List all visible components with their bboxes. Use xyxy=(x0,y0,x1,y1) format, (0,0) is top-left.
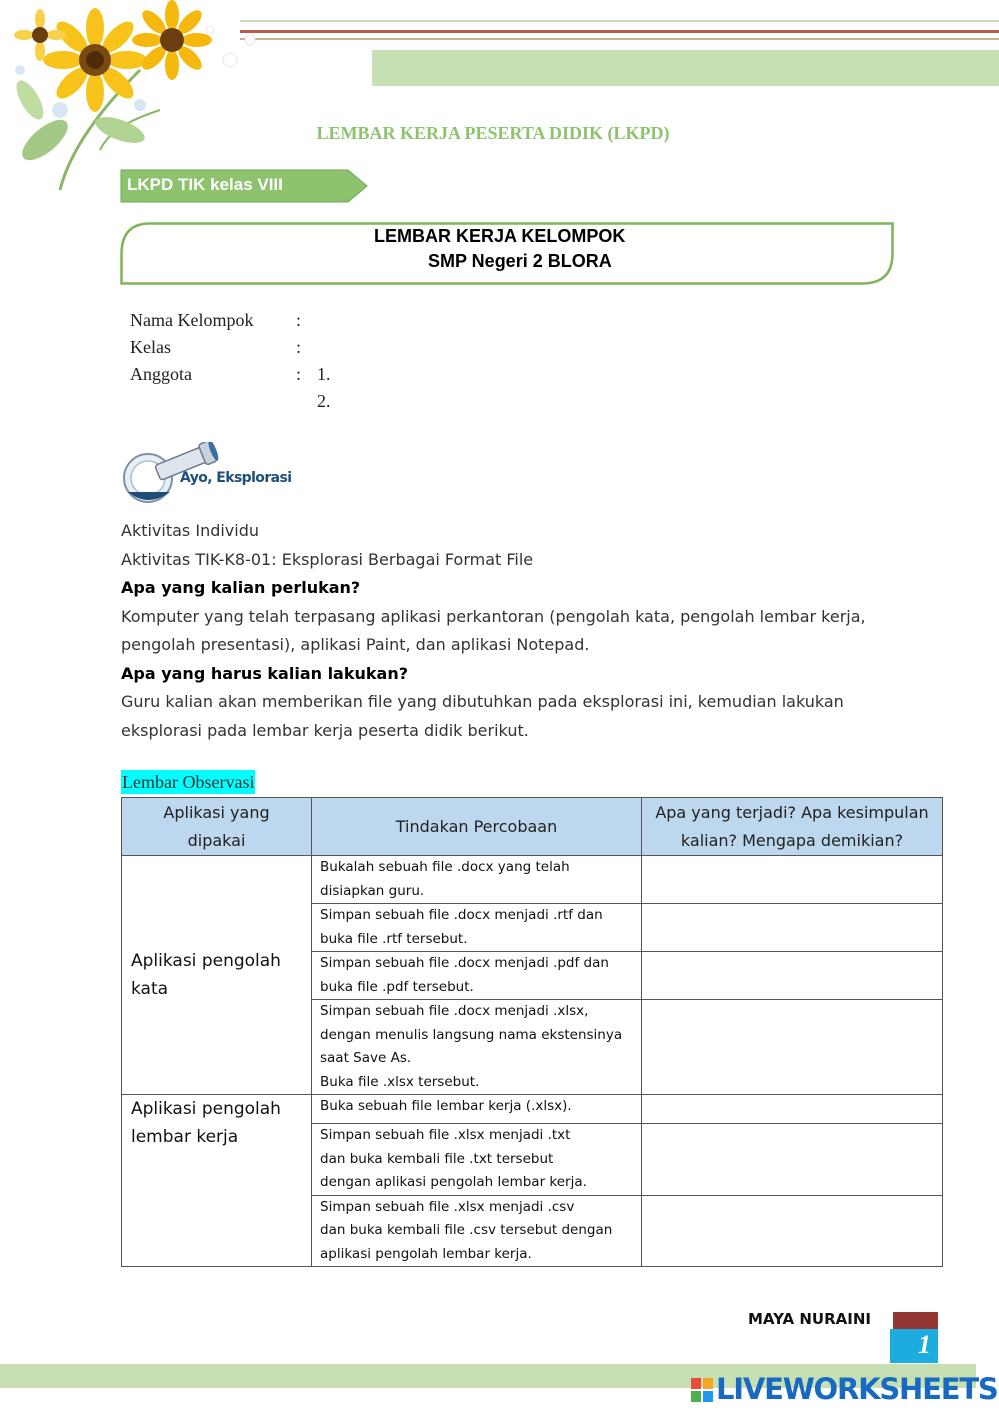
header-app xyxy=(122,798,312,856)
app-name-line1: Aplikasi pengolah xyxy=(131,951,281,971)
result-answer-cell[interactable] xyxy=(642,1195,943,1267)
field-colon: : xyxy=(296,310,302,330)
liveworksheets-logo[interactable] xyxy=(690,1372,998,1408)
decor-line-1 xyxy=(240,20,999,22)
action-line: Buka sebuah file lembar kerja (.xlsx). xyxy=(320,1098,572,1114)
result-answer-cell[interactable] xyxy=(642,1095,943,1124)
banner-title: LEMBAR KERJA KELOMPOK xyxy=(374,226,626,246)
action-line: buka file .rtf tersebut. xyxy=(320,930,468,947)
header-result-line1: Apa yang terjadi? Apa kesimpulan xyxy=(655,802,929,822)
app-cell-spreadsheet xyxy=(122,1095,312,1267)
app-name-line1: Aplikasi pengolah xyxy=(131,1099,281,1119)
action-line: dengan menulis langsung nama ekstensinya xyxy=(320,1026,623,1043)
explore-badge xyxy=(120,442,292,506)
result-answer-cell[interactable] xyxy=(642,856,943,904)
result-answer-cell[interactable] xyxy=(642,904,943,952)
action-line: Bukalah sebuah file .docx yang telah xyxy=(320,859,570,875)
field-colon: : xyxy=(296,364,302,384)
activity-type: Aktivitas Individu xyxy=(121,521,260,540)
result-answer-cell[interactable] xyxy=(642,952,943,1000)
observation-label: Lembar Observasi xyxy=(122,772,255,792)
result-answer-cell[interactable] xyxy=(642,1124,943,1196)
action-cell xyxy=(312,856,642,904)
member-1: 1. xyxy=(317,364,331,384)
action-cell xyxy=(312,1195,642,1267)
table-row xyxy=(122,1095,943,1124)
action-cell xyxy=(312,1124,642,1196)
action-line: saat Save As. xyxy=(320,1050,412,1066)
table-row xyxy=(122,856,943,904)
header-result xyxy=(642,798,943,856)
action-line: dan buka kembali file .txt tersebut xyxy=(320,1150,554,1167)
action-line: Simpan sebuah file .docx menjadi .rtf dan xyxy=(320,907,603,923)
member-2: 2. xyxy=(317,391,331,411)
action-line: buka file .pdf tersebut. xyxy=(320,978,474,995)
table-header-row xyxy=(122,798,943,856)
action-line: Simpan sebuah file .docx menjadi .xlsx, xyxy=(320,1003,589,1019)
activity-instructions xyxy=(121,517,901,745)
question-needs: Apa yang kalian perlukan? xyxy=(121,578,361,597)
field-colon: : xyxy=(296,337,302,357)
document-title: LEMBAR KERJA PESERTA DIDIK (LKPD) xyxy=(316,123,670,143)
decor-line-3 xyxy=(240,38,999,40)
action-line: aplikasi pengolah lembar kerja. xyxy=(320,1245,532,1262)
liveworksheets-logo-icon xyxy=(690,1377,714,1403)
action-cell xyxy=(312,1000,642,1095)
app-cell-word-processor xyxy=(122,856,312,1095)
result-answer-cell[interactable] xyxy=(642,1000,943,1095)
header-app-line1: Aplikasi yang xyxy=(163,802,270,822)
decor-line-2 xyxy=(240,30,999,33)
activity-title: Aktivitas TIK-K8-01: Eksplorasi Berbagai Format File xyxy=(121,549,534,569)
action-cell xyxy=(312,904,642,952)
author-name: MAYA NURAINI xyxy=(748,1310,871,1328)
field-label: Anggota xyxy=(130,364,192,384)
app-name-line2: lembar kerja xyxy=(131,1127,239,1147)
header-decoration-lines xyxy=(240,18,999,48)
liveworksheets-wordmark: LIVEWORKSHEETS xyxy=(716,1372,998,1406)
action-line: disiapkan guru. xyxy=(320,882,425,899)
action-line: Simpan sebuah file .xlsx menjadi .txt xyxy=(320,1127,571,1143)
page-marker-red xyxy=(893,1312,938,1330)
answer-needs-line1: Komputer yang telah terpasang aplikasi perkantoran (pengolah kata, pengolah lembar kerja, xyxy=(121,606,866,626)
action-line: Simpan sebuah file .docx menjadi .pdf dan xyxy=(320,955,609,971)
action-cell xyxy=(312,1095,642,1124)
answer-tasks-line2: eksplorasi pada lembar kerja peserta didik berikut. xyxy=(121,720,529,740)
answer-tasks-line1: Guru kalian akan memberikan file yang dibutuhkan pada eksplorasi ini, kemudian lakukan xyxy=(121,692,844,711)
header-result-line2: kalian? Mengapa demikian? xyxy=(680,830,904,850)
class-tag-label: LKPD TIK kelas VIII xyxy=(127,175,283,194)
app-name-line2: kata xyxy=(131,979,169,999)
action-cell xyxy=(312,952,642,1000)
class-tag xyxy=(120,169,368,203)
explore-badge-label: Ayo, Eksplorasi xyxy=(180,470,292,486)
observation-table xyxy=(121,797,943,1267)
header-green-band xyxy=(372,50,999,86)
action-line: Simpan sebuah file .xlsx menjadi .csv xyxy=(320,1198,575,1215)
page-number: 1 xyxy=(918,1330,931,1359)
field-label: Kelas xyxy=(130,337,171,357)
header-app-line2: dipakai xyxy=(187,830,246,850)
question-tasks: Apa yang harus kalian lakukan? xyxy=(121,663,408,683)
action-line: Buka file .xlsx tersebut. xyxy=(320,1073,480,1090)
banner-school: SMP Negeri 2 BLORA xyxy=(428,251,612,271)
header-action: Tindakan Percobaan xyxy=(312,798,642,856)
field-label: Nama Kelompok xyxy=(130,310,254,330)
answer-needs-line2: pengolah presentasi), aplikasi Paint, dan aplikasi Notepad. xyxy=(121,635,590,654)
action-line: dan buka kembali file .csv tersebut dengan xyxy=(320,1222,613,1238)
action-line: dengan aplikasi pengolah lembar kerja. xyxy=(320,1174,587,1190)
